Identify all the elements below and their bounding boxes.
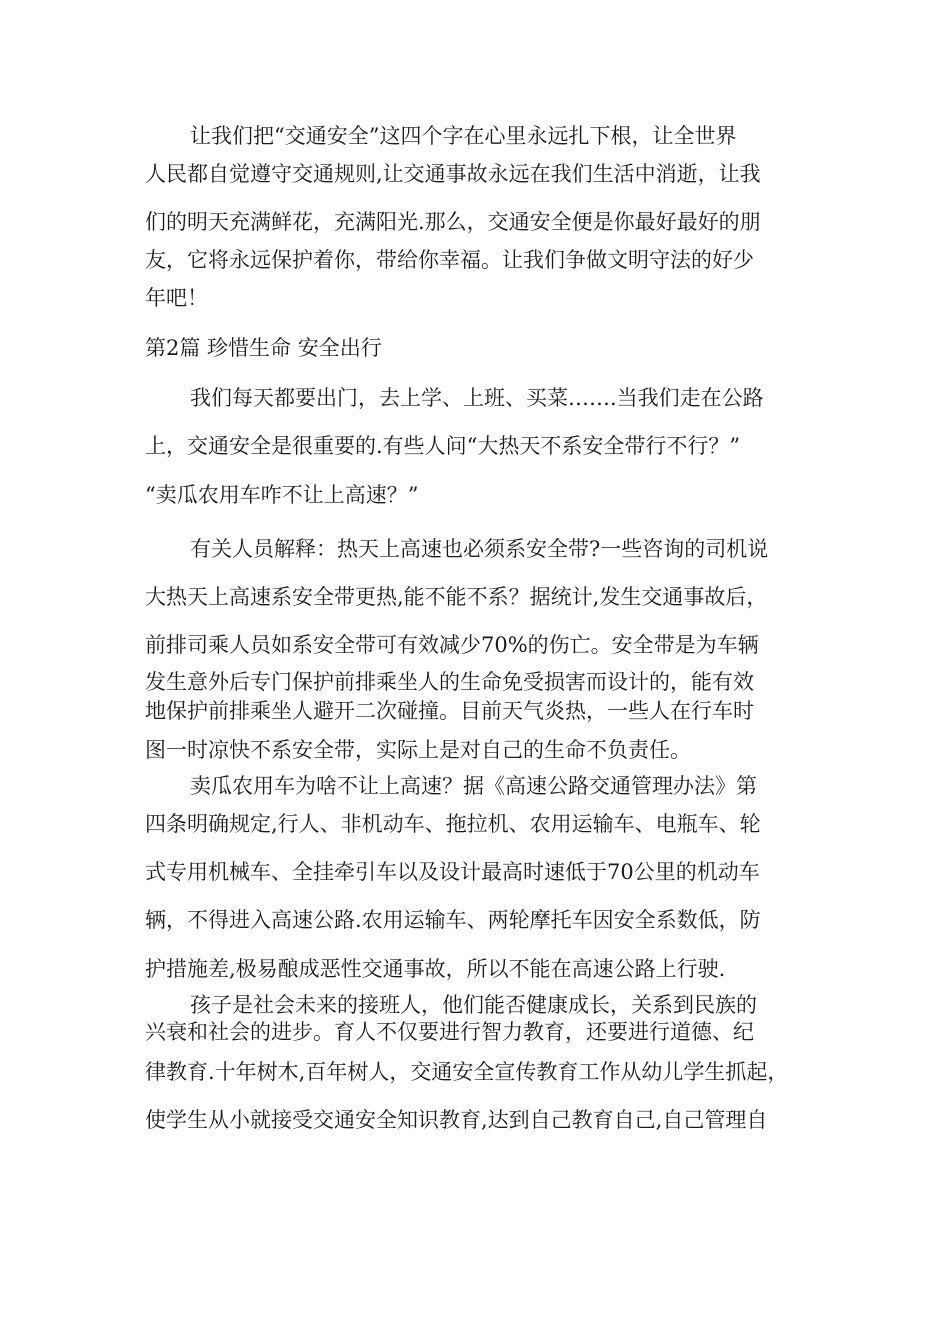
text-line: 让我们把“交通安全”这四个字在心里永远扎下根，让全世界 — [190, 124, 737, 148]
text-line: 友，它将永远保护着你，带给你幸福。让我们争做文明守法的好少 — [145, 248, 754, 272]
text-line: 们的明天充满鲜花，充满阳光.那么，交通安全便是你最好最好的朋 — [145, 210, 761, 234]
text-line: 地保护前排乘坐人避开二次碰撞。目前天气炎热，一些人在行车时 — [145, 699, 754, 723]
text-line: 大热天上高速系安全带更热,能不能不系？据统计,发生交通事故后， — [145, 585, 768, 609]
section-heading: 第2篇 珍惜生命 安全出行 — [145, 336, 382, 360]
text-line: 发生意外后专门保护前排乘坐人的生命免受损害而设计的，能有效 — [145, 670, 754, 694]
text-line: 律教育.十年树木,百年树人，交通安全宣传教育工作从幼儿学生抓起， — [145, 1060, 789, 1084]
text-line: 前排司乘人员如系安全带可有效减少70%的伤亡。安全带是为车辆 — [145, 633, 759, 657]
text-line: 人民都自觉遵守交通规则,让交通事故永远在我们生活中消逝，让我 — [145, 162, 761, 186]
text-line: 使学生从小就接受交通安全知识教育,达到自己教育自己,自己管理自 — [145, 1108, 768, 1132]
text-line: 孩子是社会未来的接班人，他们能否健康成长，关系到民族的 — [190, 993, 757, 1017]
text-line: 有关人员解释：热天上高速也必须系安全带?一些咨询的司机说 — [190, 537, 769, 561]
text-line: 护措施差,极易酿成恶性交通事故，所以不能在高速公路上行驶. — [145, 957, 726, 981]
text-line: 图一时凉快不系安全带，实际上是对自己的生命不负责任。 — [145, 738, 691, 762]
text-line: 我们每天都要出门，去上学、上班、买菜…….当我们走在公路 — [190, 386, 764, 410]
text-line: “卖瓜农用车咋不让上高速？” — [145, 483, 419, 507]
text-line: 卖瓜农用车为啥不让上高速？据《高速公路交通管理办法》第 — [190, 774, 757, 798]
text-line: 兴衰和社会的进步。育人不仅要进行智力教育，还要进行道德、纪 — [145, 1020, 754, 1044]
text-line: 式专用机械车、全挂牵引车以及设计最高时速低于70公里的机动车 — [145, 860, 760, 884]
text-line: 年吧！ — [145, 286, 208, 310]
text-line: 四条明确规定,行人、非机动车、拖拉机、农用运输车、电瓶车、轮 — [145, 812, 761, 836]
text-line: 上，交通安全是很重要的.有些人问“大热天不系安全带行不行？” — [145, 434, 741, 458]
text-line: 辆，不得进入高速公路.农用运输车、两轮摩托车因安全系数低，防 — [145, 908, 761, 932]
